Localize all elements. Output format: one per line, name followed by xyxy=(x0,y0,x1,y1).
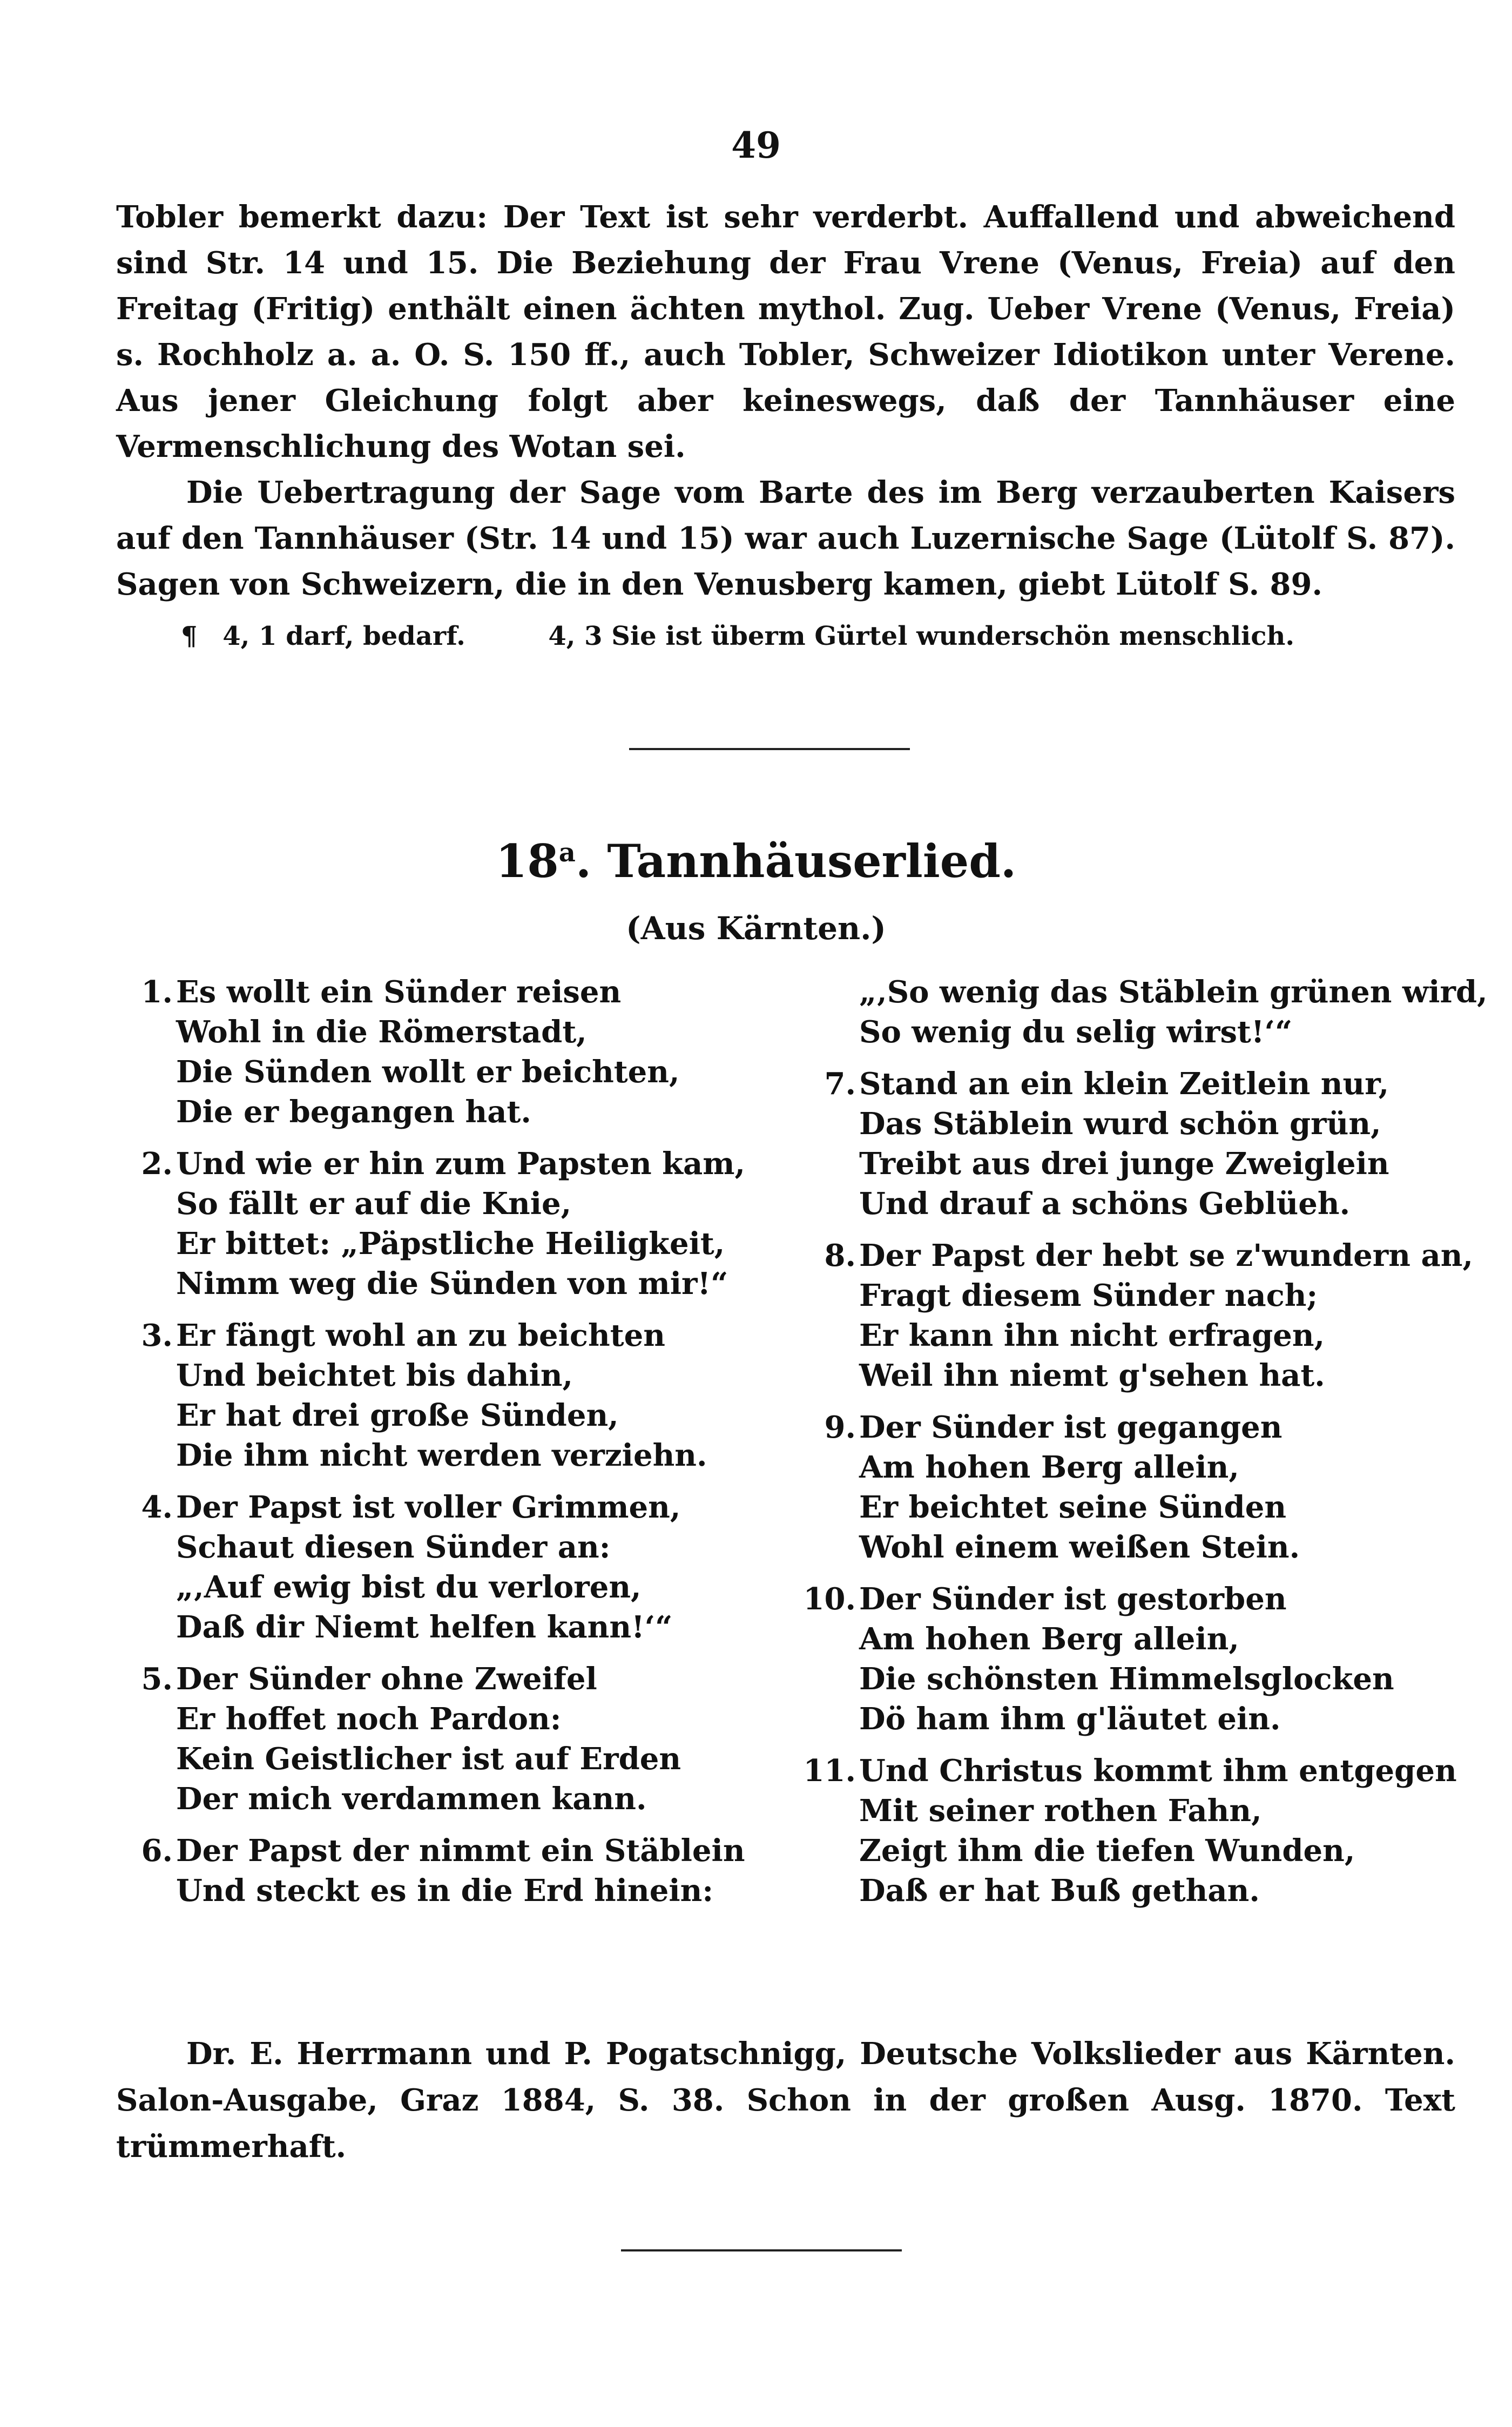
left-verse-column xyxy=(130,972,778,1923)
verse-line: Die Sünden wollt er beichten, xyxy=(176,1054,680,1090)
note-item-1: 4, 1 darf, bedarf. xyxy=(222,621,465,651)
note-item-2: 4, 3 Sie ist überm Gürtel wunderschön menschlich. xyxy=(548,621,1295,651)
stanza-6-continued xyxy=(788,972,1488,1052)
stanza-number: 1. xyxy=(141,974,173,1010)
verse-line: Schaut diesen Sünder an: xyxy=(176,1529,611,1565)
song-number: 18 xyxy=(495,834,559,888)
verse-line: Am hohen Berg allein, xyxy=(859,1450,1239,1485)
verse-line: Er bittet: „Päpstliche Heiligkeit, xyxy=(176,1226,725,1262)
commentary-paragraph-2: Die Uebertragung der Sage vom Barte des im Berg verzauberten Kaisers auf den Tannhäuser (Str. 14 und 15) war auch Luzernische Sage (Lütolf S. 87). Sagen von Schweizern, die in den Venusberg kamen, giebt Lütolf S. 89. xyxy=(116,475,1455,602)
verse-line: Stand an ein klein Zeitlein nur, xyxy=(859,1066,1389,1102)
pilcrow-mark: ¶ xyxy=(181,621,198,651)
verse-line: Er kann ihn nicht erfragen, xyxy=(859,1318,1325,1353)
verse-line: Zeigt ihm die tiefen Wunden, xyxy=(859,1833,1355,1869)
stanza-2 xyxy=(130,1144,778,1304)
source-citation-text: Dr. E. Herrmann und P. Pogatschnigg, Deutsche Volkslieder aus Kärnten. Salon-Ausgabe, Graz 1884, S. 38. Schon in der großen Ausg. 1870. Text trümmerhaft. xyxy=(116,2036,1455,2165)
stanza-9 xyxy=(788,1407,1469,1567)
stanza-number: 3. xyxy=(141,1318,173,1353)
stanza-number: 2. xyxy=(141,1146,173,1182)
stanza-number: 6. xyxy=(141,1833,173,1869)
song-title xyxy=(0,834,1512,888)
textual-note xyxy=(181,621,1423,651)
verse-line: Der Papst ist voller Grimmen, xyxy=(176,1489,681,1525)
stanza-10 xyxy=(788,1579,1469,1739)
verse-line: Er hoffet noch Pardon: xyxy=(176,1701,562,1737)
stanza-number: 4. xyxy=(141,1489,173,1525)
stanza-7 xyxy=(788,1064,1469,1224)
verse-line: Daß er hat Buß gethan. xyxy=(859,1873,1260,1909)
verse-line: Wohl einem weißen Stein. xyxy=(859,1529,1300,1565)
verse-line: Dö ham ihm g'läutet ein. xyxy=(859,1701,1281,1737)
verse-line: Mit seiner rothen Fahn, xyxy=(859,1793,1262,1829)
stanza-5 xyxy=(130,1659,778,1819)
stanza-number: 11. xyxy=(803,1753,856,1789)
verse-line: Daß dir Niemt helfen kann!‘“ xyxy=(176,1609,673,1645)
song-number-suffix: a xyxy=(558,838,576,868)
verse-line: Weil ihn niemt g'sehen hat. xyxy=(859,1358,1325,1393)
verse-line: Der Sünder ist gegangen xyxy=(859,1410,1282,1445)
commentary-text xyxy=(116,194,1455,608)
verse-line: Das Stäblein wurd schön grün, xyxy=(859,1106,1381,1142)
verse-line: Fragt diesem Sünder nach; xyxy=(859,1278,1318,1313)
verse-line: Kein Geistlicher ist auf Erden xyxy=(176,1741,681,1777)
stanza-number: 9. xyxy=(824,1410,856,1445)
song-subtitle: (Aus Kärnten.) xyxy=(626,910,886,947)
verse-line: So fällt er auf die Knie, xyxy=(176,1186,572,1222)
verse-line: Der Papst der hebt se z'wundern an, xyxy=(859,1238,1474,1273)
stanza-1 xyxy=(130,972,778,1132)
song-number-separator: . xyxy=(575,834,592,888)
verse-line: Wohl in die Römerstadt, xyxy=(176,1014,587,1050)
stanza-4 xyxy=(130,1487,778,1647)
verse-line: Die ihm nicht werden verziehn. xyxy=(176,1438,707,1473)
page-number: 49 xyxy=(731,124,781,166)
verse-line: Am hohen Berg allein, xyxy=(859,1621,1239,1657)
stanza-8 xyxy=(788,1236,1474,1395)
verse-line: Und steckt es in die Erd hinein: xyxy=(176,1873,714,1909)
verse-line: So wenig du selig wirst!‘“ xyxy=(859,1014,1293,1050)
verse-line: Es wollt ein Sünder reisen xyxy=(176,974,622,1010)
commentary-paragraph-1: Tobler bemerkt dazu: Der Text ist sehr verderbt. Auffallend und abweichend sind Str. 14 und 15. Die Beziehung der Frau Vrene (Venus, Freia) auf den Freitag (Fritig) enthält einen ächten mythol. Zug. Ueber Vrene (Venus, Freia) s. Rochholz a. a. O. S. 150 ff., auch Tobler, Schweizer Idiotikon unter Verene. Aus jener Gleichung folgt aber keineswegs, daß der Tannhäuser eine Vermenschlichung des Wotan sei. xyxy=(116,199,1455,464)
stanza-number: 7. xyxy=(824,1066,856,1102)
source-citation xyxy=(116,2031,1455,2170)
verse-line: Er beichtet seine Sünden xyxy=(859,1489,1287,1525)
verse-line: Treibt aus drei junge Zweiglein xyxy=(859,1146,1389,1182)
song-title-text: Tannhäuserlied. xyxy=(607,834,1017,888)
stanza-3 xyxy=(130,1316,778,1475)
verse-line: Und drauf a schöns Geblüeh. xyxy=(859,1186,1351,1222)
verse-line: Der Sünder ist gestorben xyxy=(859,1581,1287,1617)
stanza-6 xyxy=(130,1831,778,1911)
verse-line: „‚Auf ewig bist du verloren, xyxy=(176,1569,642,1605)
verse-line: Der Sünder ohne Zweifel xyxy=(176,1661,597,1697)
right-verse-column xyxy=(788,972,1488,1923)
section-divider xyxy=(621,2249,902,2251)
stanza-11 xyxy=(788,1751,1469,1911)
verse-line: „‚So wenig das Stäblein grünen wird, xyxy=(859,974,1488,1010)
stanza-number: 10. xyxy=(803,1581,856,1617)
verse-line: Nimm weg die Sünden von mir!“ xyxy=(176,1266,728,1302)
verse-line: Er fängt wohl an zu beichten xyxy=(176,1318,665,1353)
verse-line: Und Christus kommt ihm entgegen xyxy=(859,1753,1457,1789)
verse-line: Der Papst der nimmt ein Stäblein xyxy=(176,1833,745,1869)
verse-line: Er hat drei große Sünden, xyxy=(176,1398,619,1433)
stanza-number: 8. xyxy=(824,1238,856,1273)
stanza-number: 5. xyxy=(141,1661,173,1697)
verse-line: Und wie er hin zum Papsten kam, xyxy=(176,1146,746,1182)
verse-line: Die er begangen hat. xyxy=(176,1094,531,1130)
verse-line: Und beichtet bis dahin, xyxy=(176,1358,573,1393)
section-divider xyxy=(629,748,910,750)
verse-line: Der mich verdammen kann. xyxy=(176,1781,647,1817)
verse-line: Die schönsten Himmelsglocken xyxy=(859,1661,1394,1697)
